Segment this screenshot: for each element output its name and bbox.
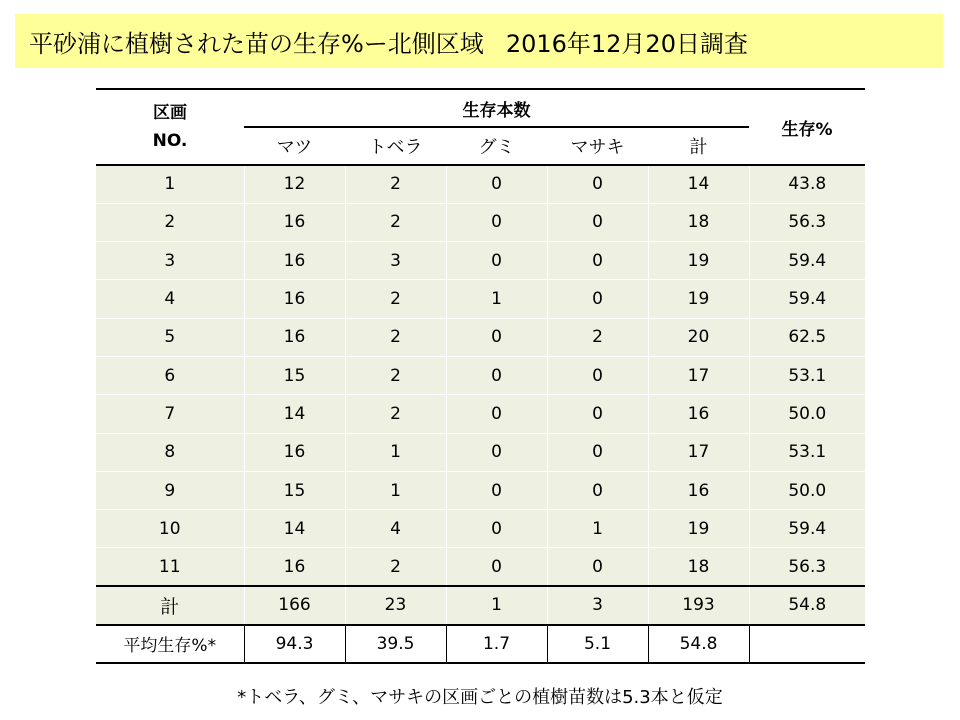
table-cell: 18 bbox=[648, 203, 749, 241]
table-cell: 0 bbox=[547, 433, 648, 471]
header-col-gumi: グミ bbox=[446, 127, 547, 165]
table-cell: 1 bbox=[446, 280, 547, 318]
table-cell: 0 bbox=[547, 165, 648, 203]
table-cell: 53.1 bbox=[749, 356, 865, 394]
header-col-matsu: マツ bbox=[244, 127, 345, 165]
table-cell: 0 bbox=[446, 356, 547, 394]
table-cell: 2 bbox=[345, 165, 446, 203]
table-cell: 0 bbox=[446, 433, 547, 471]
table-cell: 56.3 bbox=[749, 203, 865, 241]
table-cell: 15 bbox=[244, 471, 345, 509]
footnote: *トベラ、グミ、マサキの区画ごとの植樹苗数は5.3本と仮定 bbox=[237, 687, 723, 708]
total-cell: 166 bbox=[244, 586, 345, 624]
table-cell: 0 bbox=[547, 280, 648, 318]
total-label: 計 bbox=[96, 586, 244, 624]
average-cell: 54.8 bbox=[648, 625, 749, 663]
plot-number-cell: 9 bbox=[96, 471, 244, 509]
plot-number-cell: 11 bbox=[96, 548, 244, 586]
table-cell: 2 bbox=[345, 356, 446, 394]
table-cell: 12 bbox=[244, 165, 345, 203]
average-cell: 94.3 bbox=[244, 625, 345, 663]
table-cell: 16 bbox=[244, 203, 345, 241]
average-cell: 1.7 bbox=[446, 625, 547, 663]
table-row bbox=[96, 242, 865, 280]
table-cell: 2 bbox=[547, 318, 648, 356]
plot-number-cell: 4 bbox=[96, 280, 244, 318]
plot-number-cell: 8 bbox=[96, 433, 244, 471]
table-cell: 16 bbox=[244, 242, 345, 280]
table-cell: 2 bbox=[345, 548, 446, 586]
table-cell: 16 bbox=[244, 280, 345, 318]
table-row bbox=[96, 280, 865, 318]
header-survival-percent: 生存% bbox=[749, 89, 865, 165]
plot-number-cell: 5 bbox=[96, 318, 244, 356]
table-cell: 56.3 bbox=[749, 548, 865, 586]
table-cell: 50.0 bbox=[749, 395, 865, 433]
header-plot-label: 区画 bbox=[153, 103, 187, 123]
table-row bbox=[96, 165, 865, 203]
table-cell: 16 bbox=[244, 318, 345, 356]
header-col-masaki: マサキ bbox=[547, 127, 648, 165]
plot-number-cell: 7 bbox=[96, 395, 244, 433]
title-banner bbox=[15, 14, 943, 68]
table-cell: 0 bbox=[446, 318, 547, 356]
table-cell: 53.1 bbox=[749, 433, 865, 471]
table-cell: 14 bbox=[648, 165, 749, 203]
total-cell: 1 bbox=[446, 586, 547, 624]
table-cell: 20 bbox=[648, 318, 749, 356]
table-cell: 2 bbox=[345, 395, 446, 433]
table-cell: 2 bbox=[345, 318, 446, 356]
table-cell: 0 bbox=[547, 395, 648, 433]
table-cell: 1 bbox=[547, 510, 648, 548]
table-cell: 0 bbox=[446, 203, 547, 241]
table-row bbox=[96, 471, 865, 509]
header-plot-number bbox=[96, 89, 244, 165]
plot-number-cell: 1 bbox=[96, 165, 244, 203]
table-cell: 0 bbox=[446, 242, 547, 280]
total-cell: 3 bbox=[547, 586, 648, 624]
table-cell: 16 bbox=[244, 548, 345, 586]
total-row bbox=[96, 586, 865, 624]
plot-number-cell: 2 bbox=[96, 203, 244, 241]
table-row bbox=[96, 395, 865, 433]
header-col-total: 計 bbox=[648, 127, 749, 165]
table-row bbox=[96, 510, 865, 548]
table-header bbox=[96, 89, 865, 165]
table-cell: 16 bbox=[648, 471, 749, 509]
header-surviving-count: 生存本数 bbox=[244, 89, 749, 127]
table-cell: 0 bbox=[446, 471, 547, 509]
average-section bbox=[96, 625, 865, 663]
total-cell: 23 bbox=[345, 586, 446, 624]
table-cell: 2 bbox=[345, 280, 446, 318]
table-row bbox=[96, 318, 865, 356]
total-cell: 54.8 bbox=[749, 586, 865, 624]
table-cell: 16 bbox=[648, 395, 749, 433]
totals-section bbox=[96, 586, 865, 624]
table-cell: 17 bbox=[648, 356, 749, 394]
average-cell: 5.1 bbox=[547, 625, 648, 663]
table-cell: 17 bbox=[648, 433, 749, 471]
plot-number-cell: 3 bbox=[96, 242, 244, 280]
page-title: 平砂浦に植樹された苗の生存%ー北側区域 bbox=[29, 29, 484, 58]
table-cell: 0 bbox=[547, 242, 648, 280]
table-cell: 19 bbox=[648, 510, 749, 548]
header-no-label: NO. bbox=[152, 131, 188, 151]
table-cell: 2 bbox=[345, 203, 446, 241]
table-cell: 0 bbox=[547, 356, 648, 394]
average-row bbox=[96, 625, 865, 663]
table-cell: 16 bbox=[244, 433, 345, 471]
table-cell: 3 bbox=[345, 242, 446, 280]
table-cell: 0 bbox=[446, 395, 547, 433]
plot-number-cell: 10 bbox=[96, 510, 244, 548]
table-row bbox=[96, 548, 865, 586]
survival-table bbox=[96, 88, 865, 664]
survey-date: 2016年12月20日調査 bbox=[505, 29, 748, 58]
table-cell: 19 bbox=[648, 280, 749, 318]
table-body bbox=[96, 165, 865, 586]
table-cell: 0 bbox=[446, 165, 547, 203]
plot-number-cell: 6 bbox=[96, 356, 244, 394]
table-row bbox=[96, 356, 865, 394]
average-cell: 39.5 bbox=[345, 625, 446, 663]
average-cell bbox=[749, 625, 865, 663]
table-row bbox=[96, 203, 865, 241]
total-cell: 193 bbox=[648, 586, 749, 624]
table-cell: 0 bbox=[446, 548, 547, 586]
table-cell: 14 bbox=[244, 395, 345, 433]
table-cell: 15 bbox=[244, 356, 345, 394]
table-cell: 18 bbox=[648, 548, 749, 586]
table-cell: 43.8 bbox=[749, 165, 865, 203]
table-cell: 59.4 bbox=[749, 510, 865, 548]
table-cell: 59.4 bbox=[749, 242, 865, 280]
table-cell: 59.4 bbox=[749, 280, 865, 318]
table-cell: 4 bbox=[345, 510, 446, 548]
table-cell: 0 bbox=[547, 548, 648, 586]
table-cell: 19 bbox=[648, 242, 749, 280]
table-cell: 0 bbox=[446, 510, 547, 548]
table-cell: 14 bbox=[244, 510, 345, 548]
table-cell: 0 bbox=[547, 203, 648, 241]
header-col-tobera: トベラ bbox=[345, 127, 446, 165]
table-row bbox=[96, 433, 865, 471]
average-label: 平均生存%* bbox=[96, 625, 244, 663]
table-cell: 0 bbox=[547, 471, 648, 509]
table-cell: 1 bbox=[345, 471, 446, 509]
table-cell: 1 bbox=[345, 433, 446, 471]
table-cell: 50.0 bbox=[749, 471, 865, 509]
table-cell: 62.5 bbox=[749, 318, 865, 356]
